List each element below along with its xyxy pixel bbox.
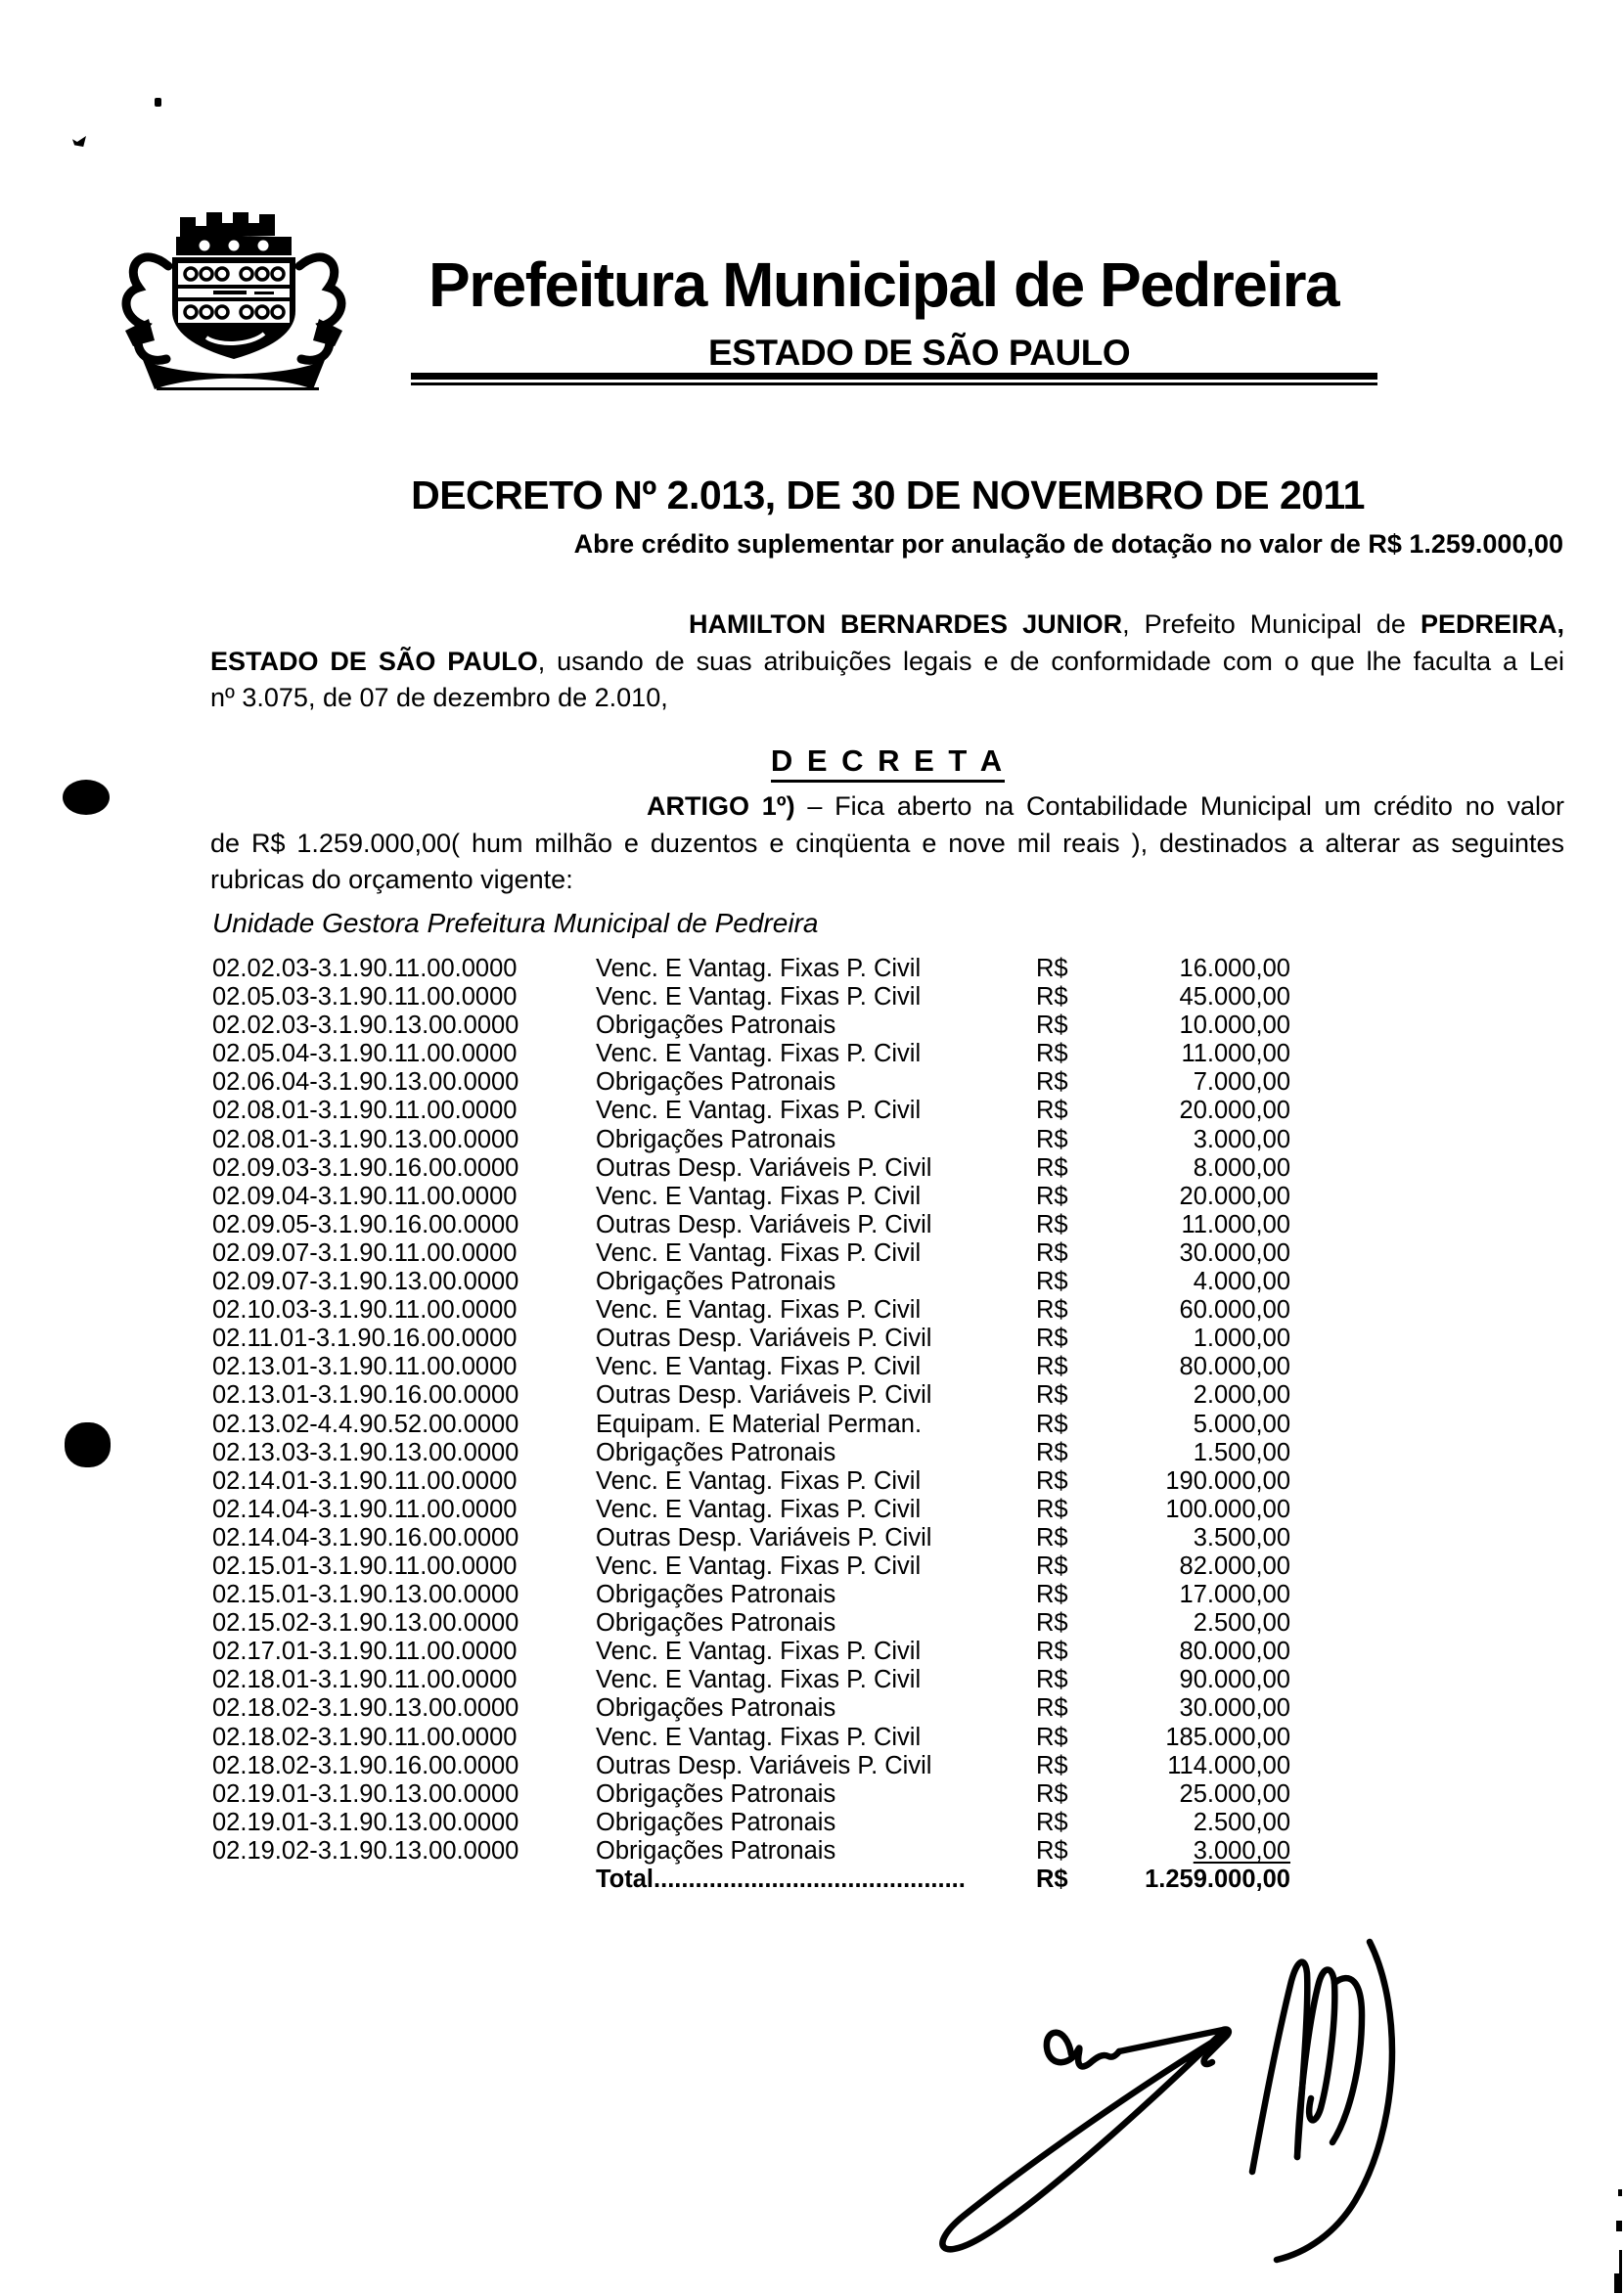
table-row — [212, 1239, 1298, 1268]
value-cell: 1.000,00 — [1193, 1325, 1290, 1353]
value-cell: 17.000,00 — [1179, 1581, 1290, 1609]
table-row — [212, 1268, 1298, 1296]
budget-code-cell: 02.18.02-3.1.90.11.00.0000 — [212, 1723, 518, 1751]
budget-code-cell: 02.13.01-3.1.90.11.00.0000 — [212, 1353, 518, 1381]
budget-description-cell: Venc. E Vantag. Fixas P. Civil — [596, 955, 922, 982]
currency-cell: R$ — [1036, 1325, 1068, 1353]
table-row — [212, 1296, 1298, 1325]
preamble-paragraph — [210, 607, 1564, 717]
value-cell: 10.000,00 — [1179, 1012, 1290, 1040]
table-row — [212, 1609, 1298, 1638]
value-cell: 100.000,00 — [1165, 1495, 1290, 1523]
budget-description-cell: Venc. E Vantag. Fixas P. Civil — [596, 1466, 922, 1495]
budget-description-cell: Venc. E Vantag. Fixas P. Civil — [596, 983, 922, 1012]
municipal-coat-of-arms-logo — [115, 205, 350, 393]
value-cell: 25.000,00 — [1179, 1779, 1290, 1808]
budget-description-cell: Total............................................. — [596, 1866, 966, 1893]
table-row — [212, 1126, 1298, 1154]
value-cell: 20.000,00 — [1179, 1097, 1290, 1125]
currency-cell: R$ — [1036, 955, 1068, 982]
budget-description-cell: Obrigações Patronais — [596, 1268, 836, 1296]
budget-description-cell: Outras Desp. Variáveis P. Civil — [596, 1325, 932, 1353]
budget-description-cell: Obrigações Patronais — [596, 1068, 836, 1097]
table-row — [212, 1666, 1298, 1694]
table-row — [212, 1581, 1298, 1609]
currency-cell: R$ — [1036, 1495, 1068, 1523]
currency-cell: R$ — [1036, 1381, 1068, 1410]
budget-code-cell: 02.15.01-3.1.90.11.00.0000 — [212, 1552, 518, 1580]
budget-description-cell: Obrigações Patronais — [596, 1779, 836, 1808]
budget-code-cell: 02.10.03-3.1.90.11.00.0000 — [212, 1296, 518, 1325]
table-row — [212, 1552, 1298, 1581]
budget-code-cell: 02.18.01-3.1.90.11.00.0000 — [212, 1666, 518, 1694]
currency-cell: R$ — [1036, 1466, 1068, 1495]
budget-description-cell: Venc. E Vantag. Fixas P. Civil — [596, 1552, 922, 1580]
budget-description-cell: Outras Desp. Variáveis P. Civil — [596, 1153, 932, 1182]
table-row — [212, 1183, 1298, 1211]
currency-cell: R$ — [1036, 1182, 1068, 1210]
budget-description-cell: Venc. E Vantag. Fixas P. Civil — [596, 1495, 922, 1523]
budget-code-cell: 02.02.03-3.1.90.11.00.0000 — [212, 955, 518, 982]
budget-code-cell: 02.15.01-3.1.90.13.00.0000 — [212, 1581, 519, 1609]
scan-edge-mark — [1618, 2189, 1622, 2196]
currency-cell: R$ — [1036, 1353, 1068, 1381]
budget-description-cell: Venc. E Vantag. Fixas P. Civil — [596, 1238, 922, 1267]
table-total-row — [212, 1866, 1298, 1894]
value-cell: 1.500,00 — [1193, 1438, 1290, 1466]
budget-description-cell: Venc. E Vantag. Fixas P. Civil — [596, 1296, 922, 1325]
table-row — [212, 1694, 1298, 1723]
table-row — [212, 1068, 1298, 1097]
table-row — [212, 1638, 1298, 1666]
decree-title: DECRETO Nº 2.013, DE 30 DE NOVEMBRO DE 2011 — [411, 472, 1365, 517]
budget-code-cell: 02.14.04-3.1.90.11.00.0000 — [212, 1495, 518, 1523]
budget-code-cell: 02.14.01-3.1.90.11.00.0000 — [212, 1466, 518, 1495]
currency-cell: R$ — [1036, 1666, 1068, 1694]
coat-of-arms-icon — [115, 205, 350, 393]
table-row — [212, 1325, 1298, 1353]
value-cell: 4.000,00 — [1193, 1268, 1290, 1296]
currency-cell: R$ — [1036, 1808, 1068, 1836]
scan-speck — [72, 136, 86, 147]
budget-code-cell: 02.13.02-4.4.90.52.00.0000 — [212, 1410, 519, 1438]
budget-code-cell: 02.06.04-3.1.90.13.00.0000 — [212, 1068, 519, 1097]
table-row — [212, 1524, 1298, 1552]
budget-description-cell: Obrigações Patronais — [596, 1609, 836, 1638]
table-row — [212, 1211, 1298, 1239]
budget-code-cell: 02.08.01-3.1.90.11.00.0000 — [212, 1097, 518, 1125]
value-cell: 2.000,00 — [1193, 1381, 1290, 1410]
value-cell: 2.500,00 — [1193, 1609, 1290, 1638]
table-row — [212, 1353, 1298, 1381]
budget-description-cell: Obrigações Patronais — [596, 1012, 836, 1040]
budget-code-cell: 02.02.03-3.1.90.13.00.0000 — [212, 1012, 519, 1040]
currency-cell: R$ — [1036, 1438, 1068, 1466]
paragraph-line: rubricas do orçamento vigente: — [210, 865, 573, 895]
budget-code-cell: 02.09.07-3.1.90.13.00.0000 — [212, 1268, 519, 1296]
value-cell: 60.000,00 — [1179, 1296, 1290, 1325]
value-cell: 11.000,00 — [1181, 1040, 1290, 1068]
currency-cell: R$ — [1036, 983, 1068, 1012]
signature-strokes — [910, 1922, 1438, 2289]
currency-cell: R$ — [1036, 1153, 1068, 1182]
currency-cell: R$ — [1036, 1268, 1068, 1296]
budget-description-cell: Outras Desp. Variáveis P. Civil — [596, 1523, 932, 1552]
currency-cell: R$ — [1036, 1012, 1068, 1040]
currency-cell: R$ — [1036, 1723, 1068, 1751]
value-cell: 2.500,00 — [1193, 1808, 1290, 1836]
currency-cell: R$ — [1036, 1238, 1068, 1267]
state-line: ESTADO DE SÃO PAULO — [708, 333, 1131, 373]
budget-code-cell: 02.18.02-3.1.90.16.00.0000 — [212, 1751, 519, 1779]
value-cell: 11.000,00 — [1181, 1210, 1290, 1238]
currency-cell: R$ — [1036, 1779, 1068, 1808]
budget-description-cell: Venc. E Vantag. Fixas P. Civil — [596, 1723, 922, 1751]
currency-cell: R$ — [1036, 1296, 1068, 1325]
signature-area — [910, 1922, 1438, 2289]
decree-subtitle: Abre crédito suplementar por anulação de dotação no valor de R$ 1.259.000,00 — [573, 529, 1563, 559]
scan-edge-mark — [1614, 2273, 1622, 2293]
table-row — [212, 1040, 1298, 1068]
budget-code-cell: 02.13.01-3.1.90.16.00.0000 — [212, 1381, 519, 1410]
value-cell: 45.000,00 — [1179, 983, 1290, 1012]
budget-code-cell — [212, 1866, 596, 1894]
budget-description-cell: Outras Desp. Variáveis P. Civil — [596, 1210, 932, 1238]
table-row — [212, 1496, 1298, 1524]
currency-cell: R$ — [1036, 1068, 1068, 1097]
budget-description-cell: Obrigações Patronais — [596, 1808, 836, 1836]
header-rule-heavy — [411, 373, 1377, 380]
budget-code-cell: 02.09.04-3.1.90.11.00.0000 — [212, 1182, 518, 1210]
table-row — [212, 1381, 1298, 1410]
currency-cell: R$ — [1036, 1523, 1068, 1552]
currency-cell: R$ — [1036, 1581, 1068, 1609]
paragraph-line: HAMILTON BERNARDES JUNIOR, Prefeito Municipal de PEDREIRA, — [689, 609, 1564, 639]
budget-description-cell: Obrigações Patronais — [596, 1836, 836, 1865]
table-row — [212, 1012, 1298, 1040]
org-name: Prefeitura Municipal de Pedreira — [429, 249, 1339, 320]
budget-code-cell: 02.09.07-3.1.90.11.00.0000 — [212, 1238, 518, 1267]
currency-cell: R$ — [1036, 1836, 1068, 1865]
value-cell: 30.000,00 — [1179, 1238, 1290, 1267]
artigo-paragraph — [210, 788, 1564, 899]
paragraph-line: de R$ 1.259.000,00( hum milhão e duzentos e cinqüenta e nove mil reais ), destinados a alterar as seguintes — [210, 828, 1564, 858]
value-cell: 16.000,00 — [1179, 955, 1290, 982]
scan-edge-mark — [1616, 2221, 1622, 2231]
punch-hole-mark — [63, 780, 110, 815]
value-cell: 82.000,00 — [1179, 1552, 1290, 1580]
value-cell: 7.000,00 — [1193, 1068, 1290, 1097]
table-row — [212, 1467, 1298, 1496]
budget-description-cell: Equipam. E Material Perman. — [596, 1410, 923, 1438]
table-row — [212, 1154, 1298, 1183]
table-row — [212, 1411, 1298, 1439]
value-cell: 8.000,00 — [1193, 1153, 1290, 1182]
budget-code-cell: 02.11.01-3.1.90.16.00.0000 — [212, 1325, 518, 1353]
value-cell: 20.000,00 — [1179, 1182, 1290, 1210]
budget-table — [212, 955, 1298, 1894]
budget-code-cell: 02.08.01-3.1.90.13.00.0000 — [212, 1125, 519, 1153]
budget-code-cell: 02.09.03-3.1.90.16.00.0000 — [212, 1153, 519, 1182]
decreta-heading: D E C R E T A — [210, 743, 1565, 779]
paragraph-line: ESTADO DE SÃO PAULO, usando de suas atribuições legais e de conformidade com o que lhe faculta a Lei — [210, 646, 1564, 676]
budget-code-cell: 02.18.02-3.1.90.13.00.0000 — [212, 1694, 519, 1723]
paragraph-line: nº 3.075, de 07 de dezembro de 2.010, — [210, 683, 668, 713]
currency-cell: R$ — [1036, 1210, 1068, 1238]
scan-speck — [155, 98, 161, 107]
currency-cell: R$ — [1036, 1410, 1068, 1438]
currency-cell: R$ — [1036, 1552, 1068, 1580]
value-cell: 114.000,00 — [1167, 1751, 1290, 1779]
budget-description-cell: Venc. E Vantag. Fixas P. Civil — [596, 1182, 922, 1210]
value-cell: 3.000,00 — [1193, 1836, 1290, 1865]
value-cell: 185.000,00 — [1165, 1723, 1290, 1751]
budget-code-cell: 02.09.05-3.1.90.16.00.0000 — [212, 1210, 519, 1238]
paragraph-line: ARTIGO 1º) – Fica aberto na Contabilidade Municipal um crédito no valor — [647, 791, 1565, 821]
budget-code-cell: 02.13.03-3.1.90.13.00.0000 — [212, 1438, 519, 1466]
currency-cell: R$ — [1036, 1694, 1068, 1723]
table-row — [212, 1724, 1298, 1752]
budget-description-cell: Venc. E Vantag. Fixas P. Civil — [596, 1040, 922, 1068]
value-cell: 3.500,00 — [1193, 1523, 1290, 1552]
budget-code-cell: 02.05.03-3.1.90.11.00.0000 — [212, 983, 518, 1012]
value-cell: 5.000,00 — [1193, 1410, 1290, 1438]
currency-cell: R$ — [1036, 1866, 1068, 1893]
value-cell: 190.000,00 — [1165, 1466, 1290, 1495]
budget-code-cell: 02.19.02-3.1.90.13.00.0000 — [212, 1836, 519, 1865]
table-row — [212, 955, 1298, 983]
budget-code-cell: 02.14.04-3.1.90.16.00.0000 — [212, 1523, 519, 1552]
currency-cell: R$ — [1036, 1609, 1068, 1638]
table-row — [212, 1809, 1298, 1837]
value-cell: 80.000,00 — [1179, 1638, 1290, 1666]
currency-cell: R$ — [1036, 1125, 1068, 1153]
value-cell: 3.000,00 — [1193, 1125, 1290, 1153]
budget-description-cell: Obrigações Patronais — [596, 1694, 836, 1723]
table-row — [212, 1752, 1298, 1780]
currency-cell: R$ — [1036, 1040, 1068, 1068]
table-row — [212, 1780, 1298, 1809]
currency-cell: R$ — [1036, 1751, 1068, 1779]
value-cell: 80.000,00 — [1179, 1353, 1290, 1381]
budget-description-cell: Obrigações Patronais — [596, 1125, 836, 1153]
budget-description-cell: Outras Desp. Variáveis P. Civil — [596, 1381, 932, 1410]
punch-hole-mark — [65, 1422, 111, 1467]
budget-code-cell: 02.19.01-3.1.90.13.00.0000 — [212, 1808, 519, 1836]
budget-description-cell: Outras Desp. Variáveis P. Civil — [596, 1751, 932, 1779]
budget-description-cell: Venc. E Vantag. Fixas P. Civil — [596, 1097, 922, 1125]
currency-cell: R$ — [1036, 1638, 1068, 1666]
value-cell: 1.259.000,00 — [1145, 1866, 1290, 1893]
budget-code-cell: 02.19.01-3.1.90.13.00.0000 — [212, 1779, 519, 1808]
table-row — [212, 1097, 1298, 1125]
section-heading: Unidade Gestora Prefeitura Municipal de Pedreira — [212, 908, 819, 938]
budget-code-cell: 02.05.04-3.1.90.11.00.0000 — [212, 1040, 518, 1068]
budget-description-cell: Venc. E Vantag. Fixas P. Civil — [596, 1638, 922, 1666]
budget-description-cell: Venc. E Vantag. Fixas P. Civil — [596, 1353, 922, 1381]
table-row — [212, 1439, 1298, 1467]
budget-description-cell: Venc. E Vantag. Fixas P. Civil — [596, 1666, 922, 1694]
value-cell: 30.000,00 — [1179, 1694, 1290, 1723]
budget-code-cell: 02.15.02-3.1.90.13.00.0000 — [212, 1609, 519, 1638]
value-cell: 90.000,00 — [1179, 1666, 1290, 1694]
header-rule-thin — [411, 382, 1377, 385]
table-row — [212, 1837, 1298, 1866]
budget-description-cell: Obrigações Patronais — [596, 1581, 836, 1609]
currency-cell: R$ — [1036, 1097, 1068, 1125]
table-row — [212, 983, 1298, 1012]
budget-code-cell: 02.17.01-3.1.90.11.00.0000 — [212, 1638, 518, 1666]
budget-description-cell: Obrigações Patronais — [596, 1438, 836, 1466]
